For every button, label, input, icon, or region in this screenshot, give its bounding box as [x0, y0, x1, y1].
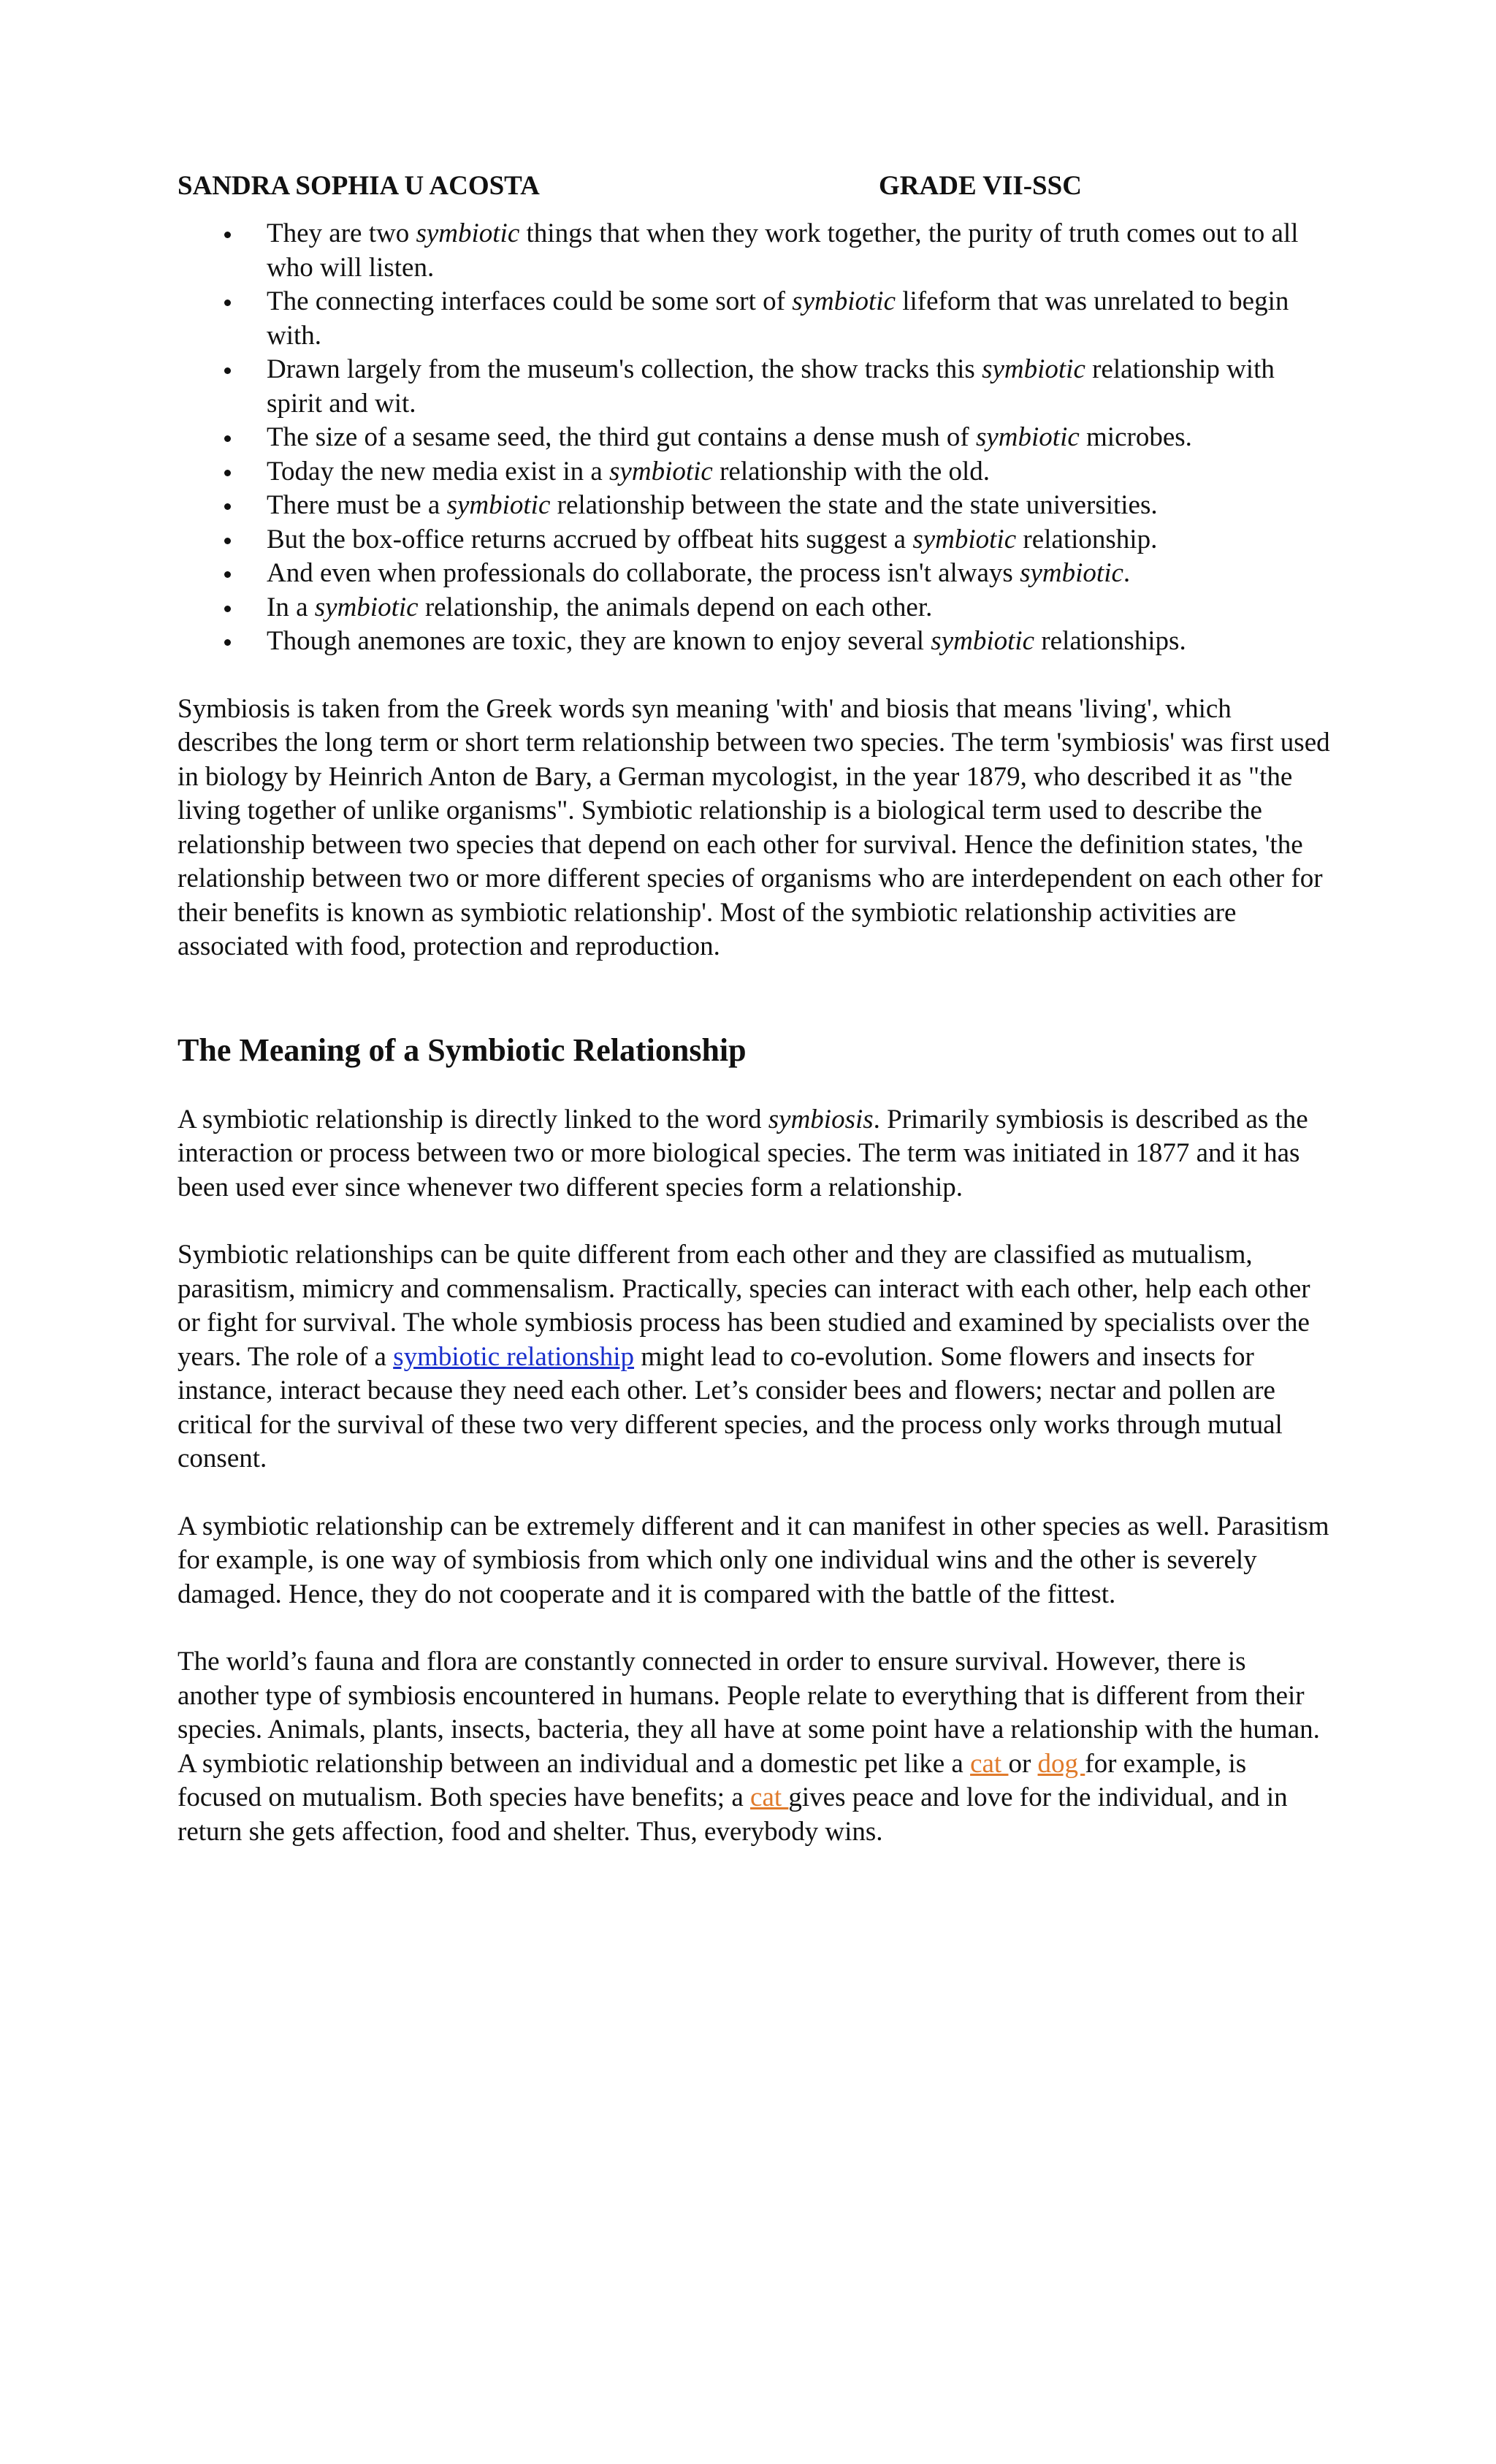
- list-item: There must be a symbiotic relationship between the state and the state universities.: [178, 489, 1332, 523]
- bullet-icon: [224, 639, 231, 646]
- types-paragraph: Symbiotic relationships can be quite different from each other and they are classified as mutualism, parasitism, mimicry and commensalism. Practically, species can interact with each other, help each other or fight for survival. The whole symbiosis process has been studied and examined by specialists over the years. The role of a symbiotic relationship might lead to co-evolution. Some flowers and insects for instance, interact because they need each other. Let’s consider bees and flowers; nectar and pollen are critical for the survival of these two very different species, and the process only works through mutual consent.: [178, 1240, 1310, 1473]
- parasitism-paragraph: A symbiotic relationship can be extremely different and it can manifest in other species as well. Parasitism for example, is one way of symbiosis from which only one individual wins and the other is severely damaged. Hence, they do not cooperate and it is compared with the battle of the fittest.: [178, 1511, 1329, 1609]
- bullet-icon: [224, 435, 231, 442]
- example-sentences-list: [178, 217, 1332, 659]
- bullet-icon: [224, 300, 231, 306]
- bullet-icon: [224, 538, 231, 544]
- intro-paragraph: Symbiosis is taken from the Greek words syn meaning 'with' and biosis that means 'living', which describes the long term or short term relationship between two species. The term 'symbiosis' was first used in biology by Heinrich Anton de Bary, a German mycologist, in the year 1879, who described it as "the living together of unlike organisms". Symbiotic relationship is a biological term used to describe the relationship between two species that depend on each other for survival. Hence the definition states, 'the relationship between two or more different species of organisms who are interdependent on each other for their benefits is known as symbiotic relationship'. Most of the symbiotic relationship activities are associated with food, protection and reproduction.: [178, 693, 1330, 961]
- cat-link[interactable]: cat: [970, 1748, 1009, 1779]
- dog-link[interactable]: dog: [1037, 1748, 1085, 1779]
- student-name: SANDRA SOPHIA U ACOSTA: [178, 171, 540, 201]
- document-header: [178, 169, 1332, 203]
- bullet-icon: [224, 367, 231, 374]
- list-item: But the box-office returns accrued by offbeat hits suggest a symbiotic relationship.: [178, 523, 1332, 557]
- bullet-icon: [224, 503, 231, 510]
- section-heading: The Meaning of a Symbiotic Relationship: [178, 1031, 747, 1068]
- meaning-paragraph: A symbiotic relationship is directly linked to the word symbiosis. Primarily symbiosis is described as the interaction or process between two or more biological species. The term was initiated in 1877 and it has been used ever since whenever two different species form a relationship.: [178, 1104, 1308, 1202]
- list-item: Drawn largely from the museum's collection, the show tracks this symbiotic relationship with spirit and wit.: [178, 353, 1332, 421]
- student-grade: GRADE VII-SSC: [879, 171, 1082, 201]
- bullet-icon: [224, 232, 231, 238]
- list-item: In a symbiotic relationship, the animals depend on each other.: [178, 591, 1332, 625]
- bullet-icon: [224, 470, 231, 476]
- list-item: The connecting interfaces could be some sort of symbiotic lifeform that was unrelated to begin with.: [178, 285, 1332, 353]
- bullet-icon: [224, 571, 231, 578]
- humans-paragraph: The world’s fauna and flora are constantly connected in order to ensure survival. However, there is another type of symbiosis encountered in humans. People relate to everything that is different from their species. Animals, plants, insects, bacteria, they all have at some point have a relationship with the human. A symbiotic relationship between an individual and a domestic pet like a cat or dog for example, is focused on mutualism. Both species have benefits; a cat gives peace and love for the individual, and in return she gets affection, food and shelter. Thus, everybody wins.: [178, 1647, 1320, 1847]
- list-item: Though anemones are toxic, they are known to enjoy several symbiotic relationships.: [178, 625, 1332, 659]
- document-content: [178, 169, 1332, 1849]
- list-item: The size of a sesame seed, the third gut contains a dense mush of symbiotic microbes.: [178, 421, 1332, 455]
- symbiotic-relationship-link[interactable]: symbiotic relationship: [393, 1341, 635, 1372]
- list-item: Today the new media exist in a symbiotic relationship with the old.: [178, 455, 1332, 489]
- cat-link[interactable]: cat: [750, 1782, 789, 1812]
- bullet-icon: [224, 606, 231, 612]
- list-item: And even when professionals do collaborate, the process isn't always symbiotic.: [178, 557, 1332, 591]
- list-item: They are two symbiotic things that when they work together, the purity of truth comes out to all who will listen.: [178, 217, 1332, 285]
